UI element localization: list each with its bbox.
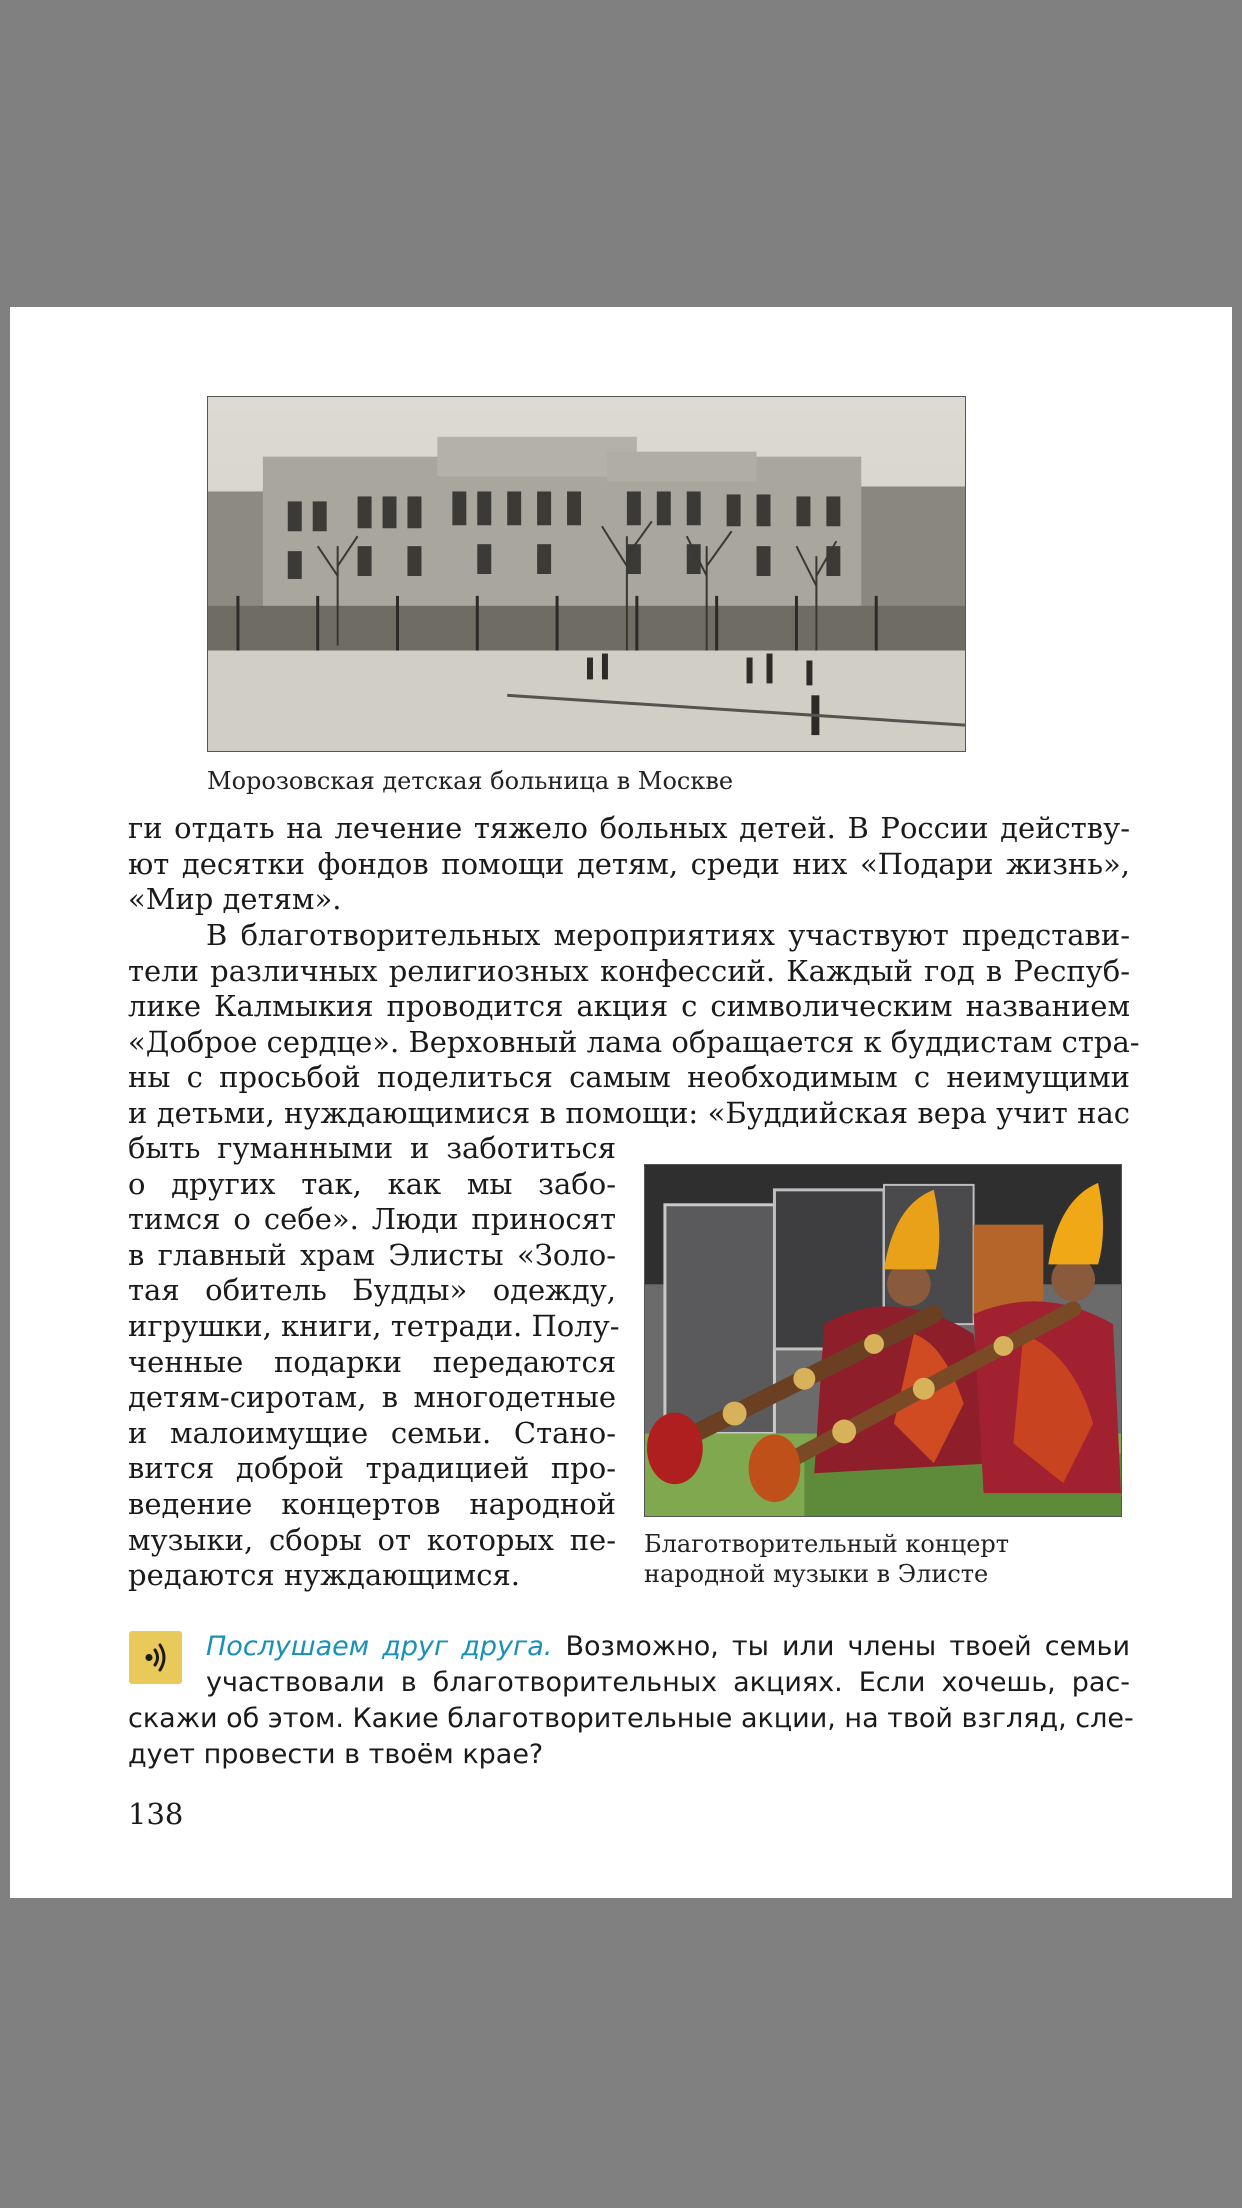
text-line: ги отдать на лечение тяжело больных детей. В России действу- xyxy=(128,811,1130,845)
text-line: и малоимущие семьи. Стано- xyxy=(128,1415,616,1450)
text-line: детям-сиротам, в многодетные xyxy=(128,1380,616,1415)
task-line xyxy=(206,1629,1130,1665)
listen-task xyxy=(128,1629,1134,1773)
text-line: игрушки, книги, тетради. Полу- xyxy=(128,1308,620,1343)
caption-line: Благотворительный концерт xyxy=(644,1530,1010,1558)
text-line: ют десятки фондов помощи детям, среди них «Подари жизнь», xyxy=(128,846,1130,881)
task-line: скажи об этом. Какие благотворительные акции, на твой взгляд, сле- xyxy=(128,1703,1134,1734)
text-line: тая обитель Будды» одежду, xyxy=(128,1273,616,1308)
morozov-hospital-photo xyxy=(207,396,966,752)
page-number: 138 xyxy=(128,1797,184,1831)
text-line: ны с просьбой поделиться самым необходимым с неимущими xyxy=(128,1060,1130,1095)
audio-icon xyxy=(129,1631,182,1684)
text-line: «Доброе сердце». Верховный лама обращается к буддистам стра- xyxy=(128,1024,1140,1059)
text-line: и детьми, нуждающимися в помощи: «Буддийская вера учит нас xyxy=(128,1095,1130,1130)
paragraph-religious xyxy=(128,918,1140,1132)
textbook-page xyxy=(10,307,1232,1898)
concert-photo-caption xyxy=(644,1529,1009,1589)
text-line: в главный храм Элисты «Золо- xyxy=(128,1237,616,1272)
text-line: быть гуманными и заботиться xyxy=(128,1131,616,1165)
task-line: участвовали в благотворительных акциях. Если хочешь, рас- xyxy=(206,1667,1130,1698)
caption-line: народной музыки в Элисте xyxy=(644,1560,989,1588)
text-line: ченные подарки передаются xyxy=(128,1344,616,1379)
text-line: музыки, сборы от которых пе- xyxy=(128,1522,616,1557)
task-line-rest: Возможно, ты или члены твоей семьи xyxy=(552,1631,1131,1662)
text-line: тимся о себе». Люди приносят xyxy=(128,1202,616,1237)
text-line: ведение концертов народной xyxy=(128,1486,616,1521)
text-line: В благотворительных мероприятиях участвуют представи- xyxy=(206,918,1130,952)
text-line: редаются нуждающимся. xyxy=(128,1558,520,1593)
paragraph-funds xyxy=(128,811,1130,918)
hospital-photo-caption: Морозовская детская больница в Москве xyxy=(207,767,734,795)
text-line: о других так, как мы забо- xyxy=(128,1166,616,1201)
text-line: вится доброй традицией про- xyxy=(128,1451,616,1486)
task-lead: Послушаем друг друга. xyxy=(206,1631,553,1662)
task-line: дует провести в твоём крае? xyxy=(128,1739,544,1770)
text-line: «Мир детям». xyxy=(128,882,342,917)
text-line: лике Калмыкия проводится акция с символическим названием xyxy=(128,989,1130,1024)
concert-photo xyxy=(644,1164,1122,1517)
paragraph-elista-temple xyxy=(128,1131,620,1594)
text-line: тели различных религиозных конфессий. Каждый год в Респуб- xyxy=(128,953,1130,988)
